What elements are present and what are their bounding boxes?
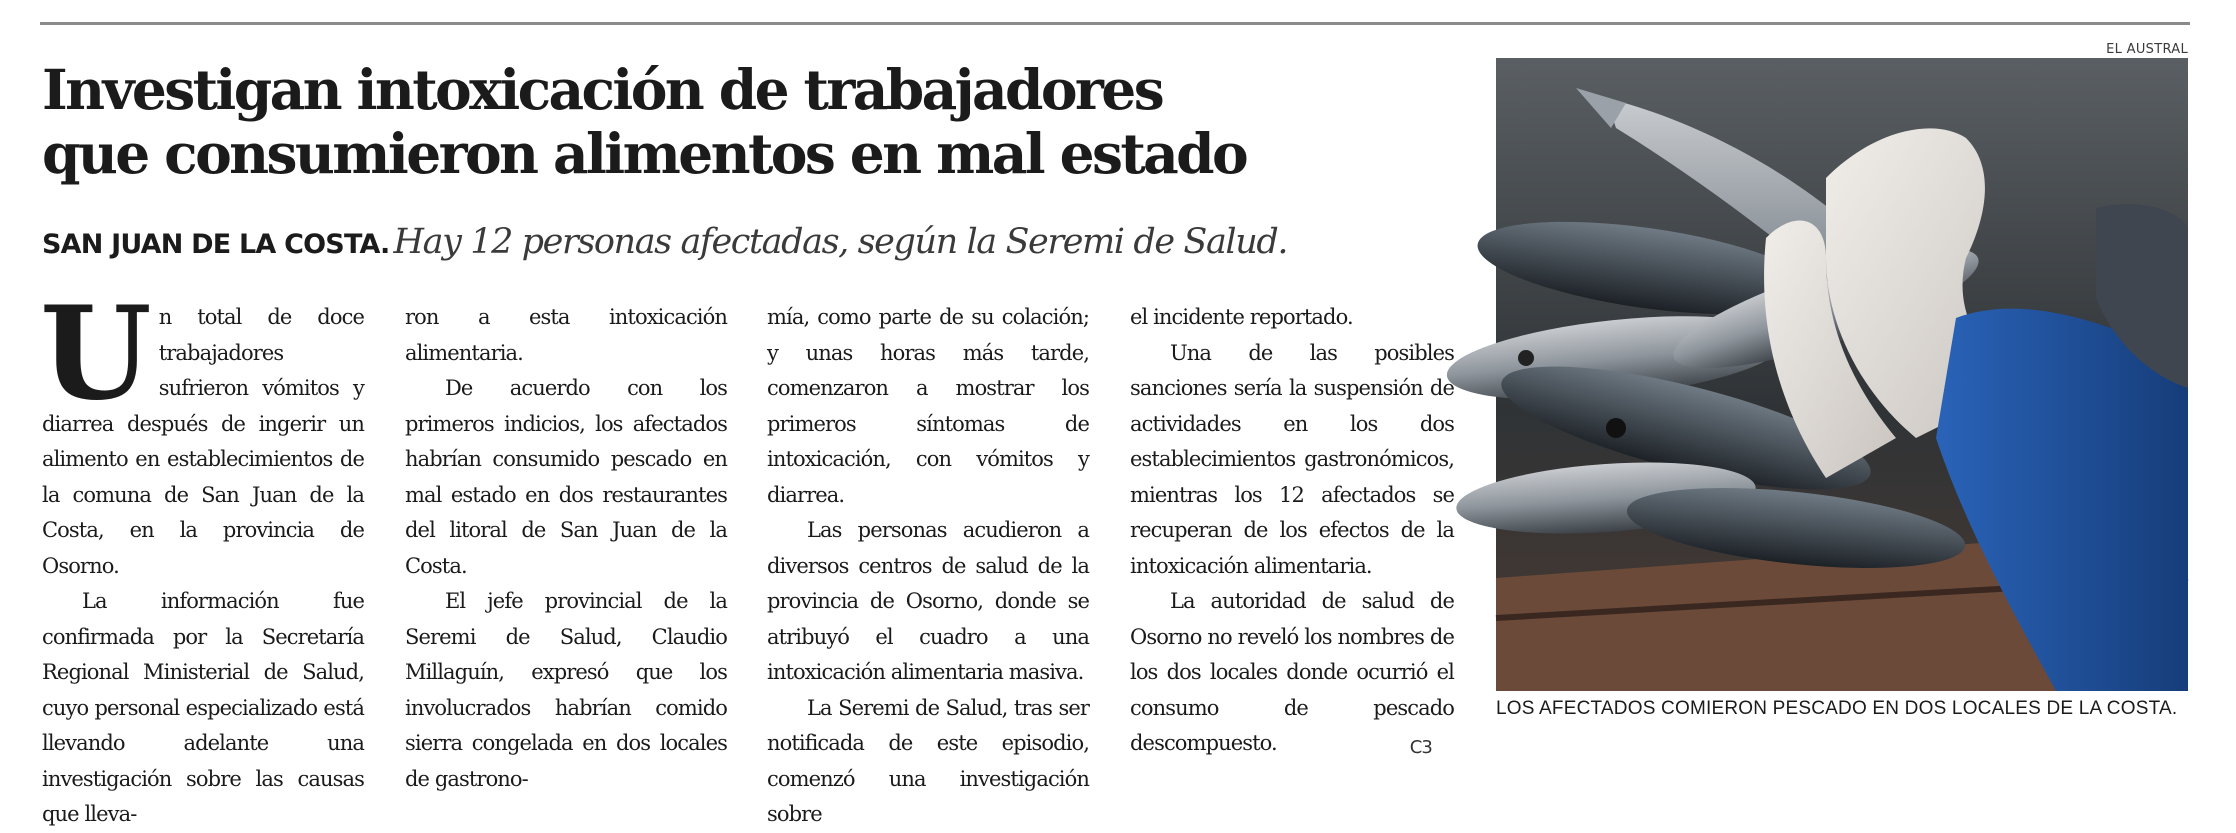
fish-eye <box>1518 350 1534 366</box>
paragraph: El jefe provincial de la Seremi de Salud, Claudio Millaguín, expresó que los involucrados habrían comido sierra congelada en dos locales de gastrono- <box>405 589 727 791</box>
fish-photo <box>1496 58 2188 691</box>
paragraph-text: n total de doce trabajadores sufrieron vómitos y diarrea después de ingerir un alimento en establecimientos de la comuna de San Juan de la Costa, en la provincia de Osorno. <box>42 305 364 578</box>
end-mark-icon: C3 <box>1409 737 1432 758</box>
subheadline <box>42 222 1492 262</box>
top-rule <box>40 22 2190 25</box>
fish-eye <box>1606 418 1626 438</box>
paragraph: Las personas acudieron a diversos centros de salud de la provincia de Osorno, donde se atribuyó el cuadro a una intoxicación alimentaria masiva. <box>767 518 1089 684</box>
location-kicker: SAN JUAN DE LA COSTA. <box>42 229 390 260</box>
body-column-2 <box>405 300 727 791</box>
paragraph <box>40 279 364 584</box>
body-column-4 <box>1130 300 1454 758</box>
photo-credit: EL AUSTRAL <box>2106 42 2188 57</box>
paragraph: De acuerdo con los primeros indicios, los afectados habrían consumido pescado en mal estado en dos restaurantes del litoral de San Juan de la Costa. <box>405 376 727 578</box>
paragraph: Una de las posibles sanciones sería la suspensión de actividades en los dos establecimientos gastronómicos, mientras los 12 afectados se recuperan de los efectos de la intoxicación alimentaria. <box>1130 340 1454 578</box>
headline <box>42 58 1492 186</box>
deck: Hay 12 personas afectadas, según la Seremi de Salud. <box>393 222 1288 262</box>
headline-line-2: que consumieron alimentos en mal estado <box>42 121 1247 186</box>
paragraph: el incidente reportado. <box>1130 305 1353 329</box>
headline-line-1: Investigan intoxicación de trabajadores <box>42 57 1163 122</box>
paragraph: La información fue confirmada por la Secretaría Regional Ministerial de Salud, cuyo personal especializado está llevando adelante una investigación sobre las causas que lleva- <box>42 589 364 826</box>
photo-caption: LOS AFECTADOS COMIERON PESCADO EN DOS LOCALES DE LA COSTA. <box>1496 698 2178 719</box>
body-column-3 <box>767 300 1089 826</box>
paragraph <box>1130 584 1454 762</box>
body-column-1 <box>40 279 364 826</box>
fish-photo-illustration <box>1496 58 2188 691</box>
paragraph: La Seremi de Salud, tras ser notificada de este episodio, comenzó una investigación sobre <box>767 695 1089 826</box>
drop-cap: U <box>40 279 151 429</box>
paragraph-text: La autoridad de salud de Osorno no reveló los nombres de los dos locales donde ocurrió el consumo de pescado descompuesto. <box>1130 589 1454 755</box>
paragraph: mía, como parte de su colación; y unas horas más tarde, comenzaron a mostrar los primeros síntomas de intoxicación, con vómitos y diarrea. <box>767 305 1089 507</box>
paragraph: ron a esta intoxicación alimentaria. <box>405 305 727 365</box>
